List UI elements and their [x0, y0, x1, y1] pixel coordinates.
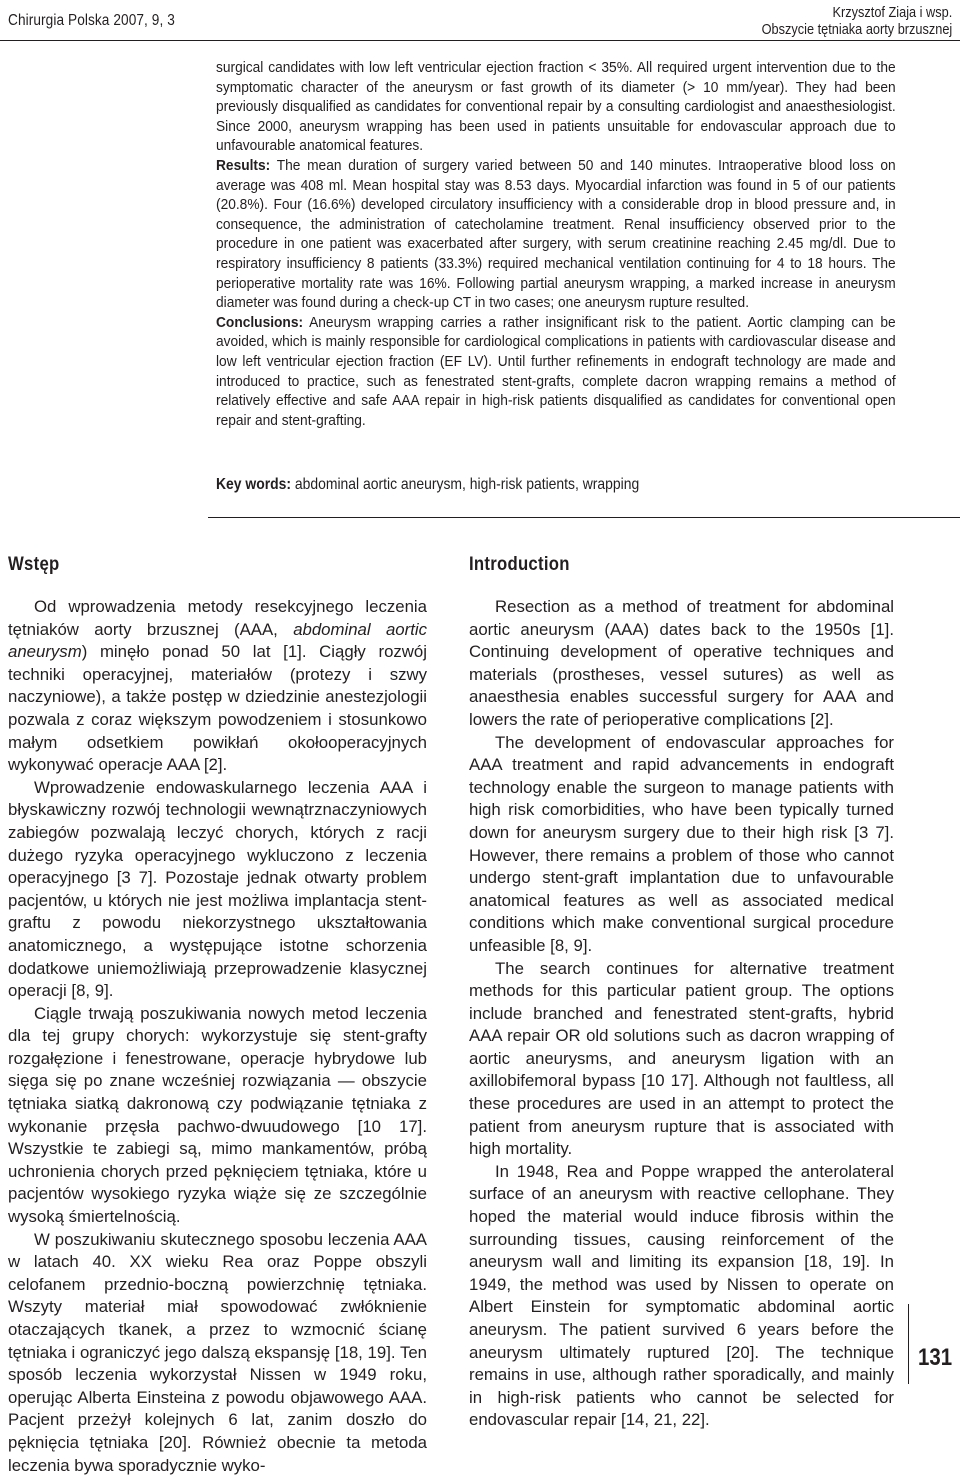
wstep-paragraph-4: W poszukiwaniu skutecznego sposobu leczenia AAA w latach 40. XX wieku Rea oraz Poppe obszyli celofanem przednio-boczną powierzchnię tętniaka. Wszyty materiał miał spowodować zwłóknienie otaczających tkanek, a przez to wzmocnić ścianę tętniaka i ograniczyć jego dalszą ekspansję [18, 19]. Ten sposób leczenia wykorzystał Nissen w 1949 roku, operując Alberta Einsteina z powodu objawowego AAA. Pacjent przeżył kolejnych 6 lat, zanim doszło do pęknięcia tętniaka [20]. Również obecnie ta metoda leczenia bywa sporadycznie wyko- — [8, 1229, 427, 1475]
abstract — [216, 58, 896, 430]
introduction-paragraph-1: Resection as a method of treatment for abdominal aortic aneurysm (AAA) dates back to the 1950s [1]. Continuing development of operative techniques and materials (prostheses, vessel sutures) as well as anaesthesia enables successful surgery for AAA and lowers the rate of perioperative complications [2]. — [469, 597, 894, 729]
left-column-polish — [8, 554, 427, 1477]
keywords-divider — [208, 517, 960, 518]
introduction-paragraph-2: The development of endovascular approaches for AAA treatment and rapid advancements in endograft technology enable the surgeon to manage patients with high risk comorbidities, who have been typically turned down for aneurysm surgery due to their high risk [3 7]. However, there remains a problem of those who cannot undergo stent-graft implantation due to unfavourable anatomical features as well as associated medical conditions which make conventional surgical procedure unfeasible [8, 9]. — [469, 732, 894, 955]
abstract-conclusions-paragraph — [216, 313, 896, 431]
abstract-methods-paragraph: surgical candidates with low left ventricular ejection fraction < 35%. All required urgent intervention due to the symptomatic character of the aneurysm or fast growth of its diameter (> 10 mm/year). They had been previously disqualified as candidates for conventional repair by a consulting cardiologist and anaesthesiologist. Since 2000, aneurysm wrapping has been used in patients unsuitable for endovascular approach due to unfavourable anatomical features. — [216, 59, 896, 155]
results-text: The mean duration of surgery varied between 50 and 140 minutes. Intraoperative blood loss on average was 408 ml. Mean hospital stay was 8.53 days. Myocardial infarction was found in 5 of our patients (20.8%). Four (16.6%) developed circulatory insufficiency with a considerable drop in blood pressure and, in consequence, the administration of catecholamine treatment. Renal insufficiency observed prior to the procedure in one patient was exacerbated after surgery, with serum creatinine reaching 2.45 mg/dl. Due to respiratory insufficiency 8 patients (33.3%) required mechanical ventilation continuing for 4 to 18 hours. The perioperative mortality rate was 16%. Following partial aneurysm wrapping, a marked increase in aneurysm diameter was found during a check-up CT in two cases; one aneurysm rupture resulted. — [216, 156, 896, 312]
keywords-label: Key words: — [216, 476, 292, 493]
introduction-paragraph-3: The search continues for alternative treatment methods for this particular patient group. The options include branched and fenestrated stent-grafts, hybrid AAA repair OR old solutions such as dacron wrapping of aortic aneurysms, and aneurysm ligation with an axillobifemoral bypass [10 17]. Although not faultless, all these procedures are used in an attempt to protect the patient from aneurysm rupture that is associated with high mortality. — [469, 958, 894, 1159]
wstep-p1-text-b: ) minęło ponad 50 lat [1]. Ciągły rozwój techniki operacyjnej, materiałów (protezy i szwy naczyniowe), a także postęp w dziedzinie anestezjologii pozwala z coraz większym powodzeniem i stosunkowo małym odsetkiem powikłań okołooperacyjnych wykonywać operacje AAA [2]. — [8, 642, 427, 775]
wstep-p1-italic: abdominal aortic aneurysm — [8, 619, 427, 662]
header-running-title: Obszycie tętniaka aorty brzusznej — [761, 21, 952, 38]
header-divider — [0, 40, 960, 41]
keywords-text: abdominal aortic aneurysm, high-risk patients, wrapping — [291, 476, 640, 493]
conclusions-label: Conclusions: — [216, 313, 304, 331]
wstep-paragraph-1 — [8, 596, 427, 777]
conclusions-text: Aneurysm wrapping carries a rather insignificant risk to the patient. Aortic clamping can be avoided, which is mainly responsible for cardiological complications in patients with cardiovascular disease and low left ventricular ejection fraction (EF LV). Until further refinements in endograft technology are made and introduced to practice, such as fenestrated stent-grafts, complete dacron wrapping remains a method of relatively effective and safe AAA repair in high-risk patients disqualified as candidates for conventional open repair and stent-grafting. — [216, 313, 896, 429]
section-heading-wstep: Wstęp — [8, 554, 60, 575]
header-authors: Krzysztof Ziaja i wsp. — [832, 4, 952, 21]
running-header — [761, 4, 952, 38]
right-column-english — [469, 554, 894, 1432]
page-number-divider — [908, 1304, 909, 1384]
results-label: Results: — [216, 156, 271, 174]
journal-citation: Chirurgia Polska 2007, 9, 3 — [8, 12, 175, 29]
wstep-paragraph-2: Wprowadzenie endowaskularnego leczenia AAA i błyskawiczny rozwój technologii wewnątrznaczyniowych zabiegów pozwalają leczyć chorych, których z racji dużego ryzyka operacyjnego wykluczono z leczenia operacyjnego [3 7]. Pozostaje jednak otwarty problem pacjentów, u których nie jest możliwa implantacja stent-graftu z powodu niekorzystnego ukształtowania anatomicznego, a występujące istotne schorzenia dodatkowe uniemożliwiają przeprowadzenie klasycznej operacji [8, 9]. — [8, 777, 427, 1001]
keywords — [216, 476, 639, 494]
wstep-p1-text-a: Od wprowadzenia metody resekcyjnego leczenia tętniaków aorty brzusznej (AAA, — [8, 597, 427, 639]
wstep-paragraph-3: Ciągle trwają poszukiwania nowych metod leczenia dla tej grupy chorych: wykorzystuje się stent-grafty rozgałęzione i fenestrowane, operacje hybrydowe lub sięga się po znane wcześniej rozwiązania — obszycie tętniaka siatką dakronową czy podwiązanie tętniaka z wykonanie przęsła pachwo-dwuudowego [10 17]. Wszystkie te zabiegi są, mimo mankamentów, próbą uchronienia chorych przed pęknięciem tętniaka, które u pacjentów wysokiego ryzyka wiąże się ze szczególnie wysoką śmiertelnością. — [8, 1003, 427, 1227]
introduction-paragraph-4: In 1948, Rea and Poppe wrapped the anterolateral surface of an aneurysm with reactive cellophane. They hoped the material would induce fibrosis within the surrounding tissues, causing reinforcement of the aneurysm wall and limiting its expansion [18, 19]. In 1949, the method was used by Nissen to operate on Albert Einstein for symptomatic abdominal aortic aneurysm. The patient survived 6 years before the aneurysm ultimately ruptured [20]. The technique remains in use, although rather sporadically, and mainly in high-risk patients who cannot be selected for endovascular repair [14, 21, 22]. — [469, 1161, 894, 1430]
section-heading-introduction: Introduction — [469, 554, 570, 575]
page-number: 131 — [917, 1344, 952, 1371]
abstract-results-paragraph — [216, 156, 896, 313]
